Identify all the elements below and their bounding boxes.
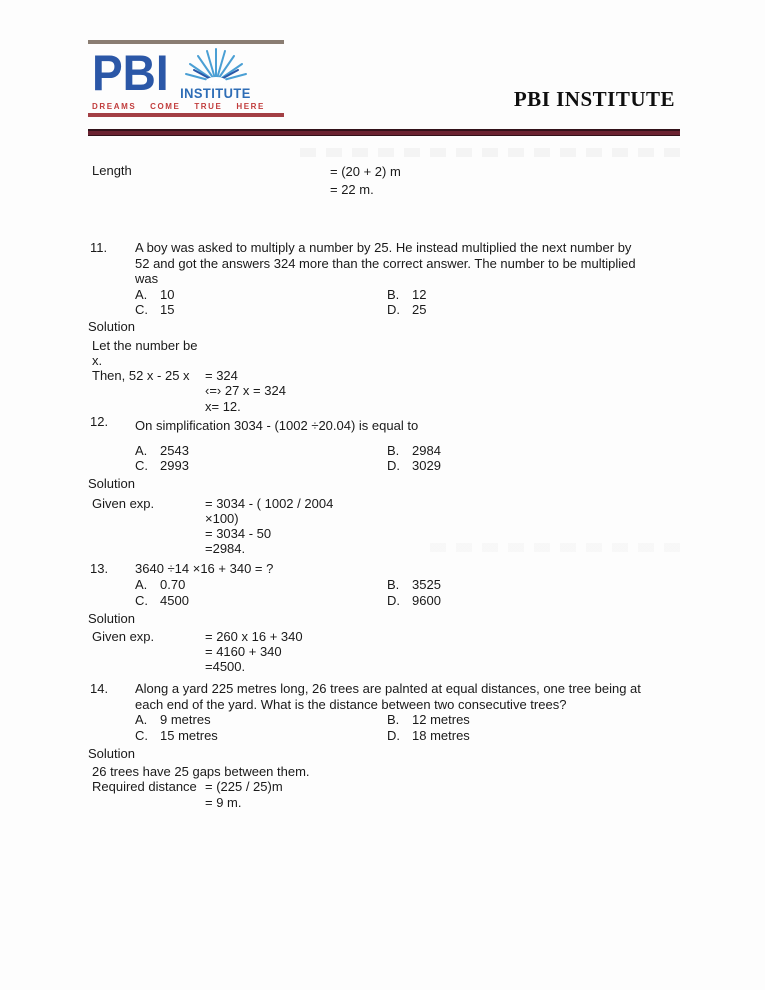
question-block-13 — [90, 561, 690, 675]
option-c — [135, 593, 387, 609]
solution-rhs-line: = 324 — [205, 367, 238, 383]
solution-rhs-line: =4500. — [205, 659, 246, 674]
solution-rhs — [205, 368, 690, 415]
option-text: 3525 — [412, 577, 441, 592]
option-text: 15 metres — [160, 727, 218, 743]
question-text-line: 52 and got the answers 324 more than the correct answer. The number to be multiplied — [135, 255, 636, 271]
question-block-14 — [90, 681, 690, 810]
option-label: A. — [135, 577, 148, 592]
option-text: 4500 — [160, 592, 189, 608]
option-a — [135, 287, 387, 303]
question-text — [135, 240, 690, 287]
solution-equation — [92, 629, 690, 674]
option-text: 15 — [160, 302, 175, 317]
header-divider-rule — [88, 129, 680, 136]
work-note-step: = 22 m. — [330, 182, 374, 197]
logo-tagline: DREAMS COME TRUE HERE — [92, 102, 265, 111]
option-label: C. — [135, 458, 148, 473]
option-d — [387, 458, 690, 474]
option-label: B. — [387, 286, 400, 302]
option-label: D. — [387, 458, 400, 473]
option-d — [387, 302, 690, 318]
question-text — [135, 561, 690, 577]
solution-label: Solution — [88, 746, 135, 761]
question-text-line: A boy was asked to multiply a number by 25. He instead multiplied the next number by — [135, 240, 632, 255]
work-note-step: = (20 + 2) m — [330, 164, 401, 179]
question-head — [90, 561, 690, 577]
solution-rhs-line: = 9 m. — [205, 794, 242, 810]
option-label: D. — [387, 302, 400, 317]
option-label: C. — [135, 727, 148, 743]
question-head — [90, 681, 690, 712]
sunburst-icon — [180, 48, 252, 86]
logo-institute-word: INSTITUTE — [180, 85, 252, 101]
options-grid — [135, 712, 690, 743]
question-text-line: each end of the yard. What is the distance between two consecutive trees? — [135, 696, 567, 712]
solution-rhs — [205, 496, 690, 556]
solution-rhs-line: =2984. — [205, 540, 246, 556]
question-text-line: was — [135, 271, 159, 286]
option-text: 25 — [412, 302, 427, 317]
solution-line: x. — [92, 352, 103, 368]
option-c — [135, 302, 387, 318]
option-label: A. — [135, 712, 148, 727]
solution-pre-lines — [92, 338, 690, 368]
option-label: C. — [135, 302, 148, 317]
logo-main — [88, 44, 284, 102]
option-d — [387, 728, 690, 744]
option-label: B. — [387, 442, 400, 458]
option-text: 10 — [160, 286, 175, 302]
option-label: B. — [387, 577, 400, 592]
option-text: 2993 — [160, 458, 189, 473]
solution-lhs: Required distance — [92, 779, 197, 794]
solution-label: Solution — [88, 318, 135, 334]
option-b — [387, 712, 690, 728]
work-note-steps — [330, 163, 401, 199]
option-label: B. — [387, 712, 400, 727]
question-text-line: 3640 ÷14 ×16 + 340 = ? — [135, 560, 274, 576]
solution-rhs-line: = 3034 - 50 — [205, 525, 272, 541]
solution-rhs-line: ×100) — [205, 510, 239, 526]
question-number: 11. — [90, 240, 108, 255]
option-label: A. — [135, 442, 148, 458]
solution-rhs-line: = 3034 - ( 1002 / 2004 — [205, 495, 334, 511]
logo — [88, 40, 284, 117]
options-grid — [135, 577, 690, 608]
question-number: 13. — [90, 560, 109, 576]
option-label: A. — [135, 286, 148, 302]
question-text — [135, 681, 690, 712]
solution-rhs — [205, 779, 690, 810]
solution-equation — [92, 779, 690, 810]
solution-rhs-line: x= 12. — [205, 398, 241, 414]
option-text: 18 metres — [412, 727, 470, 743]
option-b — [387, 287, 690, 303]
scan-artifact — [300, 148, 680, 157]
option-text: 9600 — [412, 592, 441, 608]
option-c — [135, 458, 387, 474]
option-a — [135, 443, 387, 459]
work-note-label: Length — [92, 163, 132, 178]
option-b — [387, 577, 690, 593]
question-text — [135, 418, 690, 434]
question-block-11 — [90, 240, 690, 414]
solution-pre-lines — [92, 764, 690, 779]
solution-label: Solution — [88, 475, 135, 491]
solution-lhs: Then, 52 x - 25 x — [92, 367, 190, 383]
option-text: 2543 — [160, 442, 189, 458]
logo-right — [177, 48, 254, 100]
page-title: PBI INSTITUTE — [513, 87, 675, 111]
solution-equation — [92, 368, 690, 415]
solution-label: Solution — [88, 611, 135, 626]
option-text: 0.70 — [160, 577, 186, 592]
option-text: 12 — [412, 286, 427, 302]
option-label: D. — [387, 727, 400, 743]
document-content — [90, 163, 690, 810]
option-text: 2984 — [412, 442, 441, 458]
solution-rhs-line: = (225 / 25)m — [205, 779, 283, 794]
question-number: 14. — [90, 681, 109, 696]
option-c — [135, 728, 387, 744]
solution-rhs-line: = 260 x 16 + 340 — [205, 629, 303, 644]
question-number: 12. — [90, 414, 109, 429]
option-label: D. — [387, 592, 400, 608]
logo-acronym: PBI — [92, 45, 169, 101]
solution-equation — [92, 496, 690, 556]
solution-lhs: Given exp. — [92, 629, 155, 644]
solution-rhs — [205, 629, 690, 674]
solution-rhs-line: ‹=› 27 x = 324 — [205, 383, 286, 398]
work-note — [90, 163, 690, 199]
option-label: C. — [135, 592, 148, 608]
option-text: 12 metres — [412, 712, 470, 727]
option-d — [387, 593, 690, 609]
question-head — [90, 414, 690, 434]
question-text-line: On simplification 3034 - (1002 ÷20.04) is equal to — [135, 418, 419, 433]
options-grid — [135, 287, 690, 318]
logo-bottom-bar — [88, 113, 284, 117]
option-a — [135, 577, 387, 593]
solution-line: Let the number be — [92, 337, 198, 353]
question-text-line: Along a yard 225 metres long, 26 trees are palnted at equal distances, one tree being at — [135, 681, 641, 696]
option-text: 3029 — [412, 458, 441, 473]
solution-rhs-line: = 4160 + 340 — [205, 644, 282, 659]
options-grid — [135, 443, 690, 474]
question-head — [90, 240, 690, 287]
option-a — [135, 712, 387, 728]
option-text: 9 metres — [160, 712, 211, 727]
option-b — [387, 443, 690, 459]
question-block-12 — [88, 414, 690, 556]
solution-lhs: Given exp. — [92, 495, 155, 511]
solution-line: 26 trees have 25 gaps between them. — [92, 764, 310, 779]
